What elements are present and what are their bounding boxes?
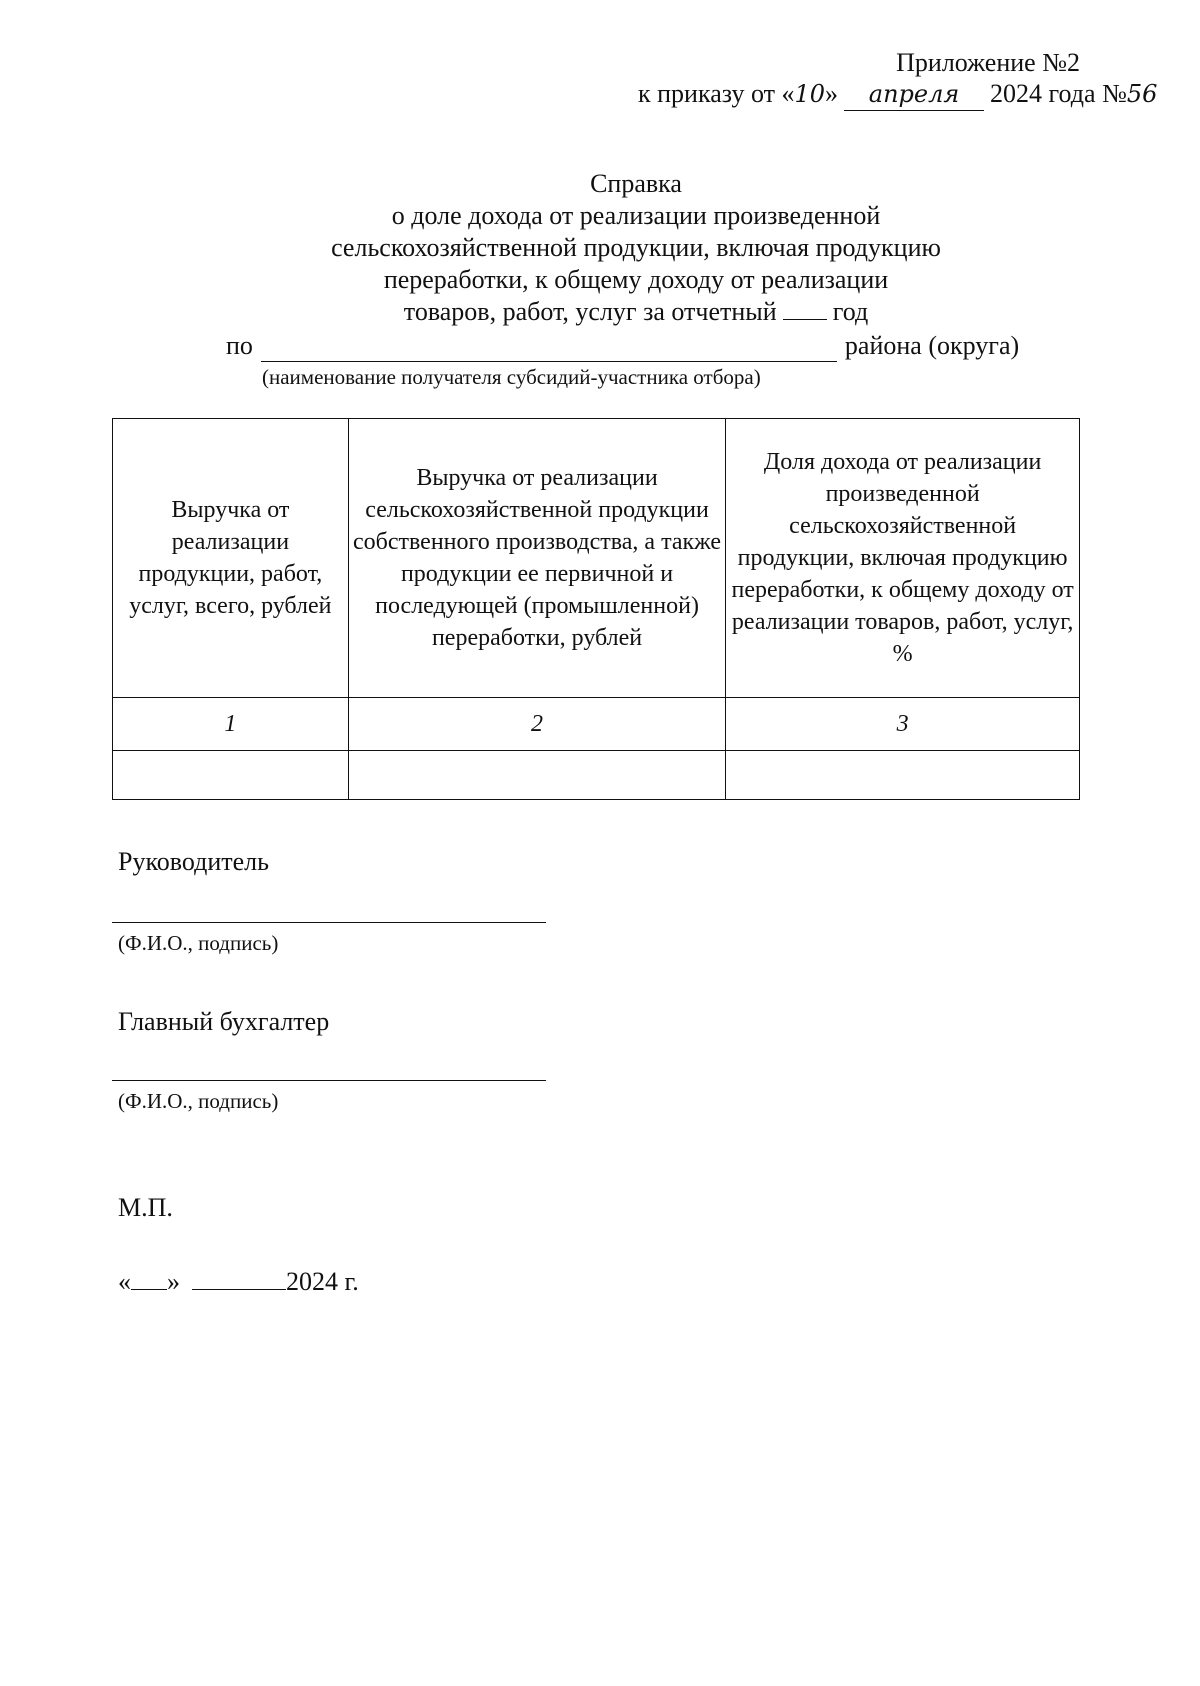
table-number-row [113, 698, 1080, 751]
po-suffix: района (округа) [844, 331, 1020, 360]
stamp-place: М.П. [118, 1193, 173, 1222]
column-number-1: 1 [113, 698, 349, 751]
order-number: 56 [1126, 80, 1158, 108]
date-close-quote: » [167, 1267, 180, 1296]
order-day: 10 [794, 80, 826, 108]
accountant-caption: (Ф.И.О., подпись) [118, 1089, 279, 1113]
column-number-2: 2 [348, 698, 725, 751]
document-title [0, 168, 1200, 328]
header-cell-total-revenue: Выручка от реализации продукции, работ, услуг, всего, рублей [113, 419, 349, 698]
head-signature-line[interactable] [112, 922, 546, 923]
po-prefix: по [226, 331, 253, 360]
header-cell-income-share: Доля дохода от реализации произведенной сельскохозяйственной продукции, включая продукцию переработки, к общему доходу от реализации товаров, работ, услуг, % [726, 419, 1080, 698]
table-header-row [113, 419, 1080, 698]
accountant-signature-line[interactable] [112, 1080, 546, 1081]
date-year: 2024 г. [286, 1267, 359, 1296]
cell-income-share[interactable] [726, 751, 1080, 800]
order-prefix: к приказу от « [638, 79, 795, 108]
title-line-4-year: год [832, 297, 869, 326]
order-reference [638, 78, 1157, 111]
title-line-3: переработки, к общему доходу от реализации [383, 265, 889, 294]
date-line [118, 1266, 359, 1298]
income-table [112, 418, 1080, 800]
header-cell-agri-revenue: Выручка от реализации сельскохозяйственной продукции собственного производства, а также продукции ее первичной и последующей (промышленной) переработки, рублей [348, 419, 725, 698]
order-suffix: 2024 года № [990, 79, 1127, 108]
year-blank[interactable] [783, 319, 827, 320]
accountant-title: Главный бухгалтер [118, 1007, 330, 1036]
title-line-4-text: товаров, работ, услуг за отчетный [403, 297, 777, 326]
date-month-blank[interactable] [192, 1289, 286, 1290]
date-open-quote: « [118, 1267, 131, 1296]
recipient-caption: (наименование получателя субсидий-участника отбора) [262, 365, 761, 389]
title-line-4 [0, 296, 1200, 328]
title-line-2: сельскохозяйственной продукции, включая продукцию [331, 233, 941, 262]
title-main: Справка [590, 169, 682, 198]
recipient-name-blank[interactable] [261, 335, 837, 362]
date-day-blank[interactable] [131, 1289, 167, 1290]
order-month: апреля [844, 78, 984, 111]
head-title: Руководитель [118, 847, 269, 876]
cell-agri-revenue[interactable] [348, 751, 725, 800]
column-number-3: 3 [726, 698, 1080, 751]
order-mid: » [825, 79, 839, 108]
recipient-line [226, 330, 1019, 362]
appendix-label: Приложение №2 [896, 48, 1080, 77]
head-caption: (Ф.И.О., подпись) [118, 931, 279, 955]
table-row [113, 751, 1080, 800]
title-line-1: о доле дохода от реализации произведенной [391, 201, 881, 230]
cell-total-revenue[interactable] [113, 751, 349, 800]
